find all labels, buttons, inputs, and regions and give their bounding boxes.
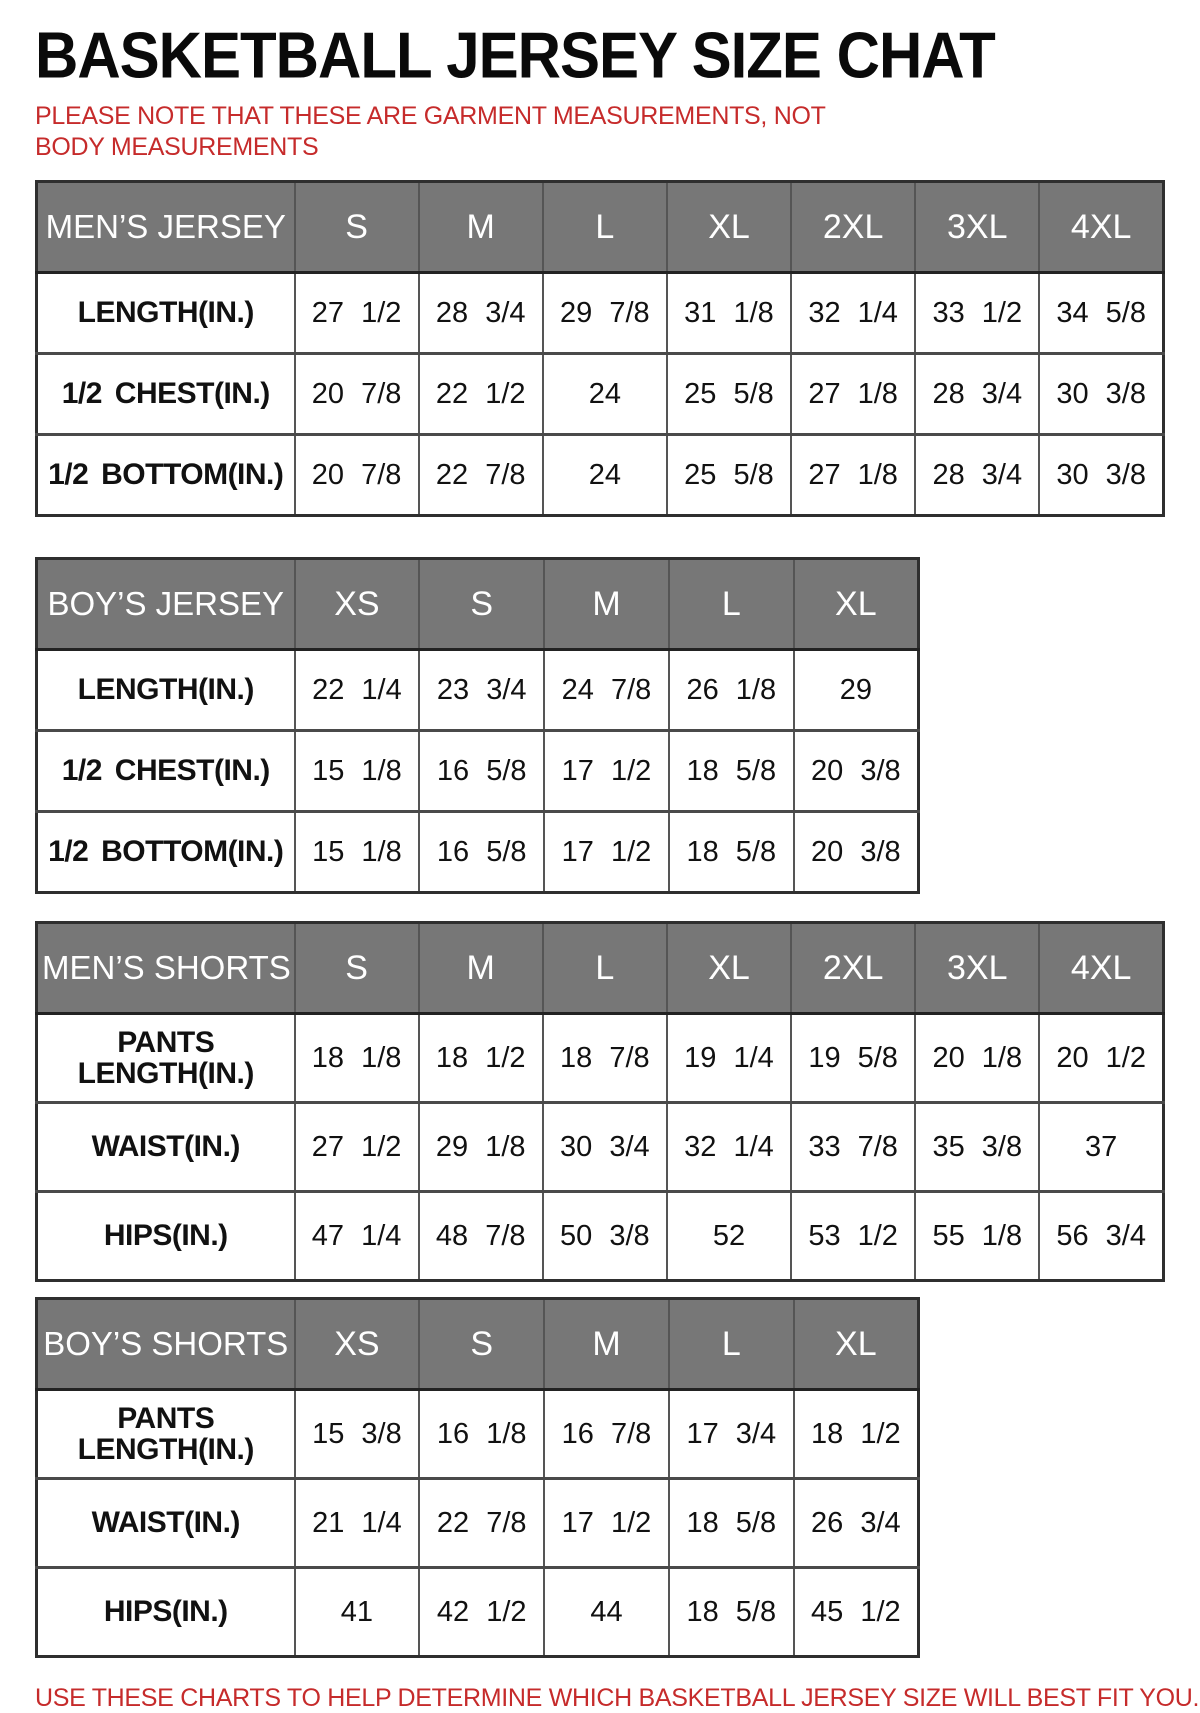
size-col-header: L	[669, 559, 794, 650]
value-cell: 22 1/4	[295, 650, 420, 731]
row-label: 1/2 CHEST(IN.)	[37, 354, 295, 435]
size-col-header: M	[544, 1299, 669, 1390]
table-row	[37, 1479, 919, 1568]
table-row	[37, 731, 919, 812]
row-label: 1/2 CHEST(IN.)	[37, 731, 295, 812]
row-label: 1/2 BOTTOM(IN.)	[37, 435, 295, 516]
usage-note: USE THESE CHARTS TO HELP DETERMINE WHICH BASKETBALL JERSEY SIZE WILL BEST FIT YOU.	[35, 1684, 1200, 1712]
size-col-header: XL	[794, 1299, 919, 1390]
value-cell: 31 1/8	[667, 273, 791, 354]
size-col-header: 2XL	[791, 182, 915, 273]
size-col-header: S	[419, 559, 544, 650]
value-cell: 16 5/8	[419, 812, 544, 893]
value-cell: 24 7/8	[544, 650, 669, 731]
value-cell: 22 7/8	[419, 435, 543, 516]
value-cell: 17 1/2	[544, 1479, 669, 1568]
row-label: 1/2 BOTTOM(IN.)	[37, 812, 295, 893]
value-cell: 32 1/4	[791, 273, 915, 354]
value-cell: 20 7/8	[295, 354, 419, 435]
table-title-cell: BOY’S SHORTS	[37, 1299, 295, 1390]
size-col-header: 3XL	[915, 923, 1039, 1014]
value-cell: 47 1/4	[295, 1192, 419, 1281]
size-col-header: M	[544, 559, 669, 650]
table-header-row	[37, 559, 919, 650]
value-cell: 29	[794, 650, 919, 731]
value-cell: 17 3/4	[669, 1390, 794, 1479]
value-cell: 18 5/8	[669, 731, 794, 812]
value-cell: 48 7/8	[419, 1192, 543, 1281]
boys-shorts-table	[35, 1297, 920, 1658]
value-cell: 19 1/4	[667, 1014, 791, 1103]
value-cell: 56 3/4	[1039, 1192, 1163, 1281]
value-cell: 28 3/4	[419, 273, 543, 354]
value-cell: 26 3/4	[794, 1479, 919, 1568]
value-cell: 32 1/4	[667, 1103, 791, 1192]
value-cell: 25 5/8	[667, 435, 791, 516]
value-cell: 21 1/4	[295, 1479, 420, 1568]
value-cell: 34 5/8	[1039, 273, 1163, 354]
row-label: PANTS LENGTH(IN.)	[37, 1014, 295, 1103]
value-cell: 33 1/2	[915, 273, 1039, 354]
value-cell: 30 3/8	[1039, 435, 1163, 516]
table-title-cell: MEN’S SHORTS	[37, 923, 295, 1014]
table-row	[37, 1568, 919, 1657]
value-cell: 35 3/8	[915, 1103, 1039, 1192]
value-cell: 26 1/8	[669, 650, 794, 731]
table-row	[37, 1192, 1164, 1281]
value-cell: 16 5/8	[419, 731, 544, 812]
mens-shorts-table	[35, 921, 1165, 1282]
page-title: BASKETBALL JERSEY SIZE CHAT	[35, 19, 995, 92]
value-cell: 20 3/8	[794, 812, 919, 893]
table-header-row	[37, 1299, 919, 1390]
value-cell: 22 1/2	[419, 354, 543, 435]
value-cell: 27 1/8	[791, 354, 915, 435]
value-cell: 20 7/8	[295, 435, 419, 516]
value-cell: 30 3/4	[543, 1103, 667, 1192]
size-col-header: 4XL	[1039, 182, 1163, 273]
value-cell: 29 7/8	[543, 273, 667, 354]
table-row	[37, 1390, 919, 1479]
value-cell: 45 1/2	[794, 1568, 919, 1657]
size-col-header: XL	[667, 923, 791, 1014]
row-label: PANTS LENGTH(IN.)	[37, 1390, 295, 1479]
size-col-header: XS	[295, 1299, 420, 1390]
value-cell: 15 1/8	[295, 812, 420, 893]
value-cell: 16 7/8	[544, 1390, 669, 1479]
value-cell: 20 1/2	[1039, 1014, 1163, 1103]
value-cell: 18 1/8	[295, 1014, 419, 1103]
value-cell: 16 1/8	[419, 1390, 544, 1479]
value-cell: 15 3/8	[295, 1390, 420, 1479]
table-row	[37, 650, 919, 731]
value-cell: 18 5/8	[669, 1568, 794, 1657]
table-row	[37, 812, 919, 893]
row-label: HIPS(IN.)	[37, 1192, 295, 1281]
boys-jersey-table	[35, 557, 920, 894]
table-row	[37, 1014, 1164, 1103]
value-cell: 30 3/8	[1039, 354, 1163, 435]
value-cell: 37	[1039, 1103, 1163, 1192]
value-cell: 53 1/2	[791, 1192, 915, 1281]
table-title-cell: BOY’S JERSEY	[37, 559, 295, 650]
size-col-header: 3XL	[915, 182, 1039, 273]
size-col-header: XL	[794, 559, 919, 650]
value-cell: 23 3/4	[419, 650, 544, 731]
value-cell: 17 1/2	[544, 812, 669, 893]
value-cell: 27 1/2	[295, 1103, 419, 1192]
size-col-header: L	[543, 182, 667, 273]
value-cell: 27 1/2	[295, 273, 419, 354]
table-row	[37, 273, 1164, 354]
value-cell: 24	[543, 435, 667, 516]
value-cell: 24	[543, 354, 667, 435]
size-col-header: 4XL	[1039, 923, 1163, 1014]
value-cell: 28 3/4	[915, 354, 1039, 435]
value-cell: 33 7/8	[791, 1103, 915, 1192]
table-row	[37, 435, 1164, 516]
row-label: LENGTH(IN.)	[37, 273, 295, 354]
size-col-header: S	[295, 182, 419, 273]
table-title-cell: MEN’S JERSEY	[37, 182, 295, 273]
table-header-row	[37, 923, 1164, 1014]
row-label: WAIST(IN.)	[37, 1479, 295, 1568]
value-cell: 41	[295, 1568, 420, 1657]
row-label: WAIST(IN.)	[37, 1103, 295, 1192]
size-col-header: S	[295, 923, 419, 1014]
mens-jersey-table	[35, 180, 1165, 517]
size-col-header: M	[419, 182, 543, 273]
size-col-header: M	[419, 923, 543, 1014]
value-cell: 19 5/8	[791, 1014, 915, 1103]
value-cell: 17 1/2	[544, 731, 669, 812]
value-cell: 29 1/8	[419, 1103, 543, 1192]
size-col-header: XS	[295, 559, 420, 650]
value-cell: 44	[544, 1568, 669, 1657]
value-cell: 18 1/2	[419, 1014, 543, 1103]
size-col-header: L	[543, 923, 667, 1014]
value-cell: 18 7/8	[543, 1014, 667, 1103]
value-cell: 42 1/2	[419, 1568, 544, 1657]
value-cell: 20 1/8	[915, 1014, 1039, 1103]
value-cell: 15 1/8	[295, 731, 420, 812]
value-cell: 18 5/8	[669, 1479, 794, 1568]
value-cell: 18 1/2	[794, 1390, 919, 1479]
size-col-header: S	[419, 1299, 544, 1390]
table-row	[37, 1103, 1164, 1192]
size-col-header: 2XL	[791, 923, 915, 1014]
value-cell: 22 7/8	[419, 1479, 544, 1568]
garment-measurement-note: PLEASE NOTE THAT THESE ARE GARMENT MEASUREMENTS, NOT BODY MEASUREMENTS	[35, 102, 826, 161]
size-col-header: L	[669, 1299, 794, 1390]
value-cell: 18 5/8	[669, 812, 794, 893]
value-cell: 28 3/4	[915, 435, 1039, 516]
size-col-header: XL	[667, 182, 791, 273]
value-cell: 50 3/8	[543, 1192, 667, 1281]
row-label: LENGTH(IN.)	[37, 650, 295, 731]
table-row	[37, 354, 1164, 435]
value-cell: 25 5/8	[667, 354, 791, 435]
value-cell: 20 3/8	[794, 731, 919, 812]
value-cell: 52	[667, 1192, 791, 1281]
table-header-row	[37, 182, 1164, 273]
row-label: HIPS(IN.)	[37, 1568, 295, 1657]
value-cell: 27 1/8	[791, 435, 915, 516]
value-cell: 55 1/8	[915, 1192, 1039, 1281]
